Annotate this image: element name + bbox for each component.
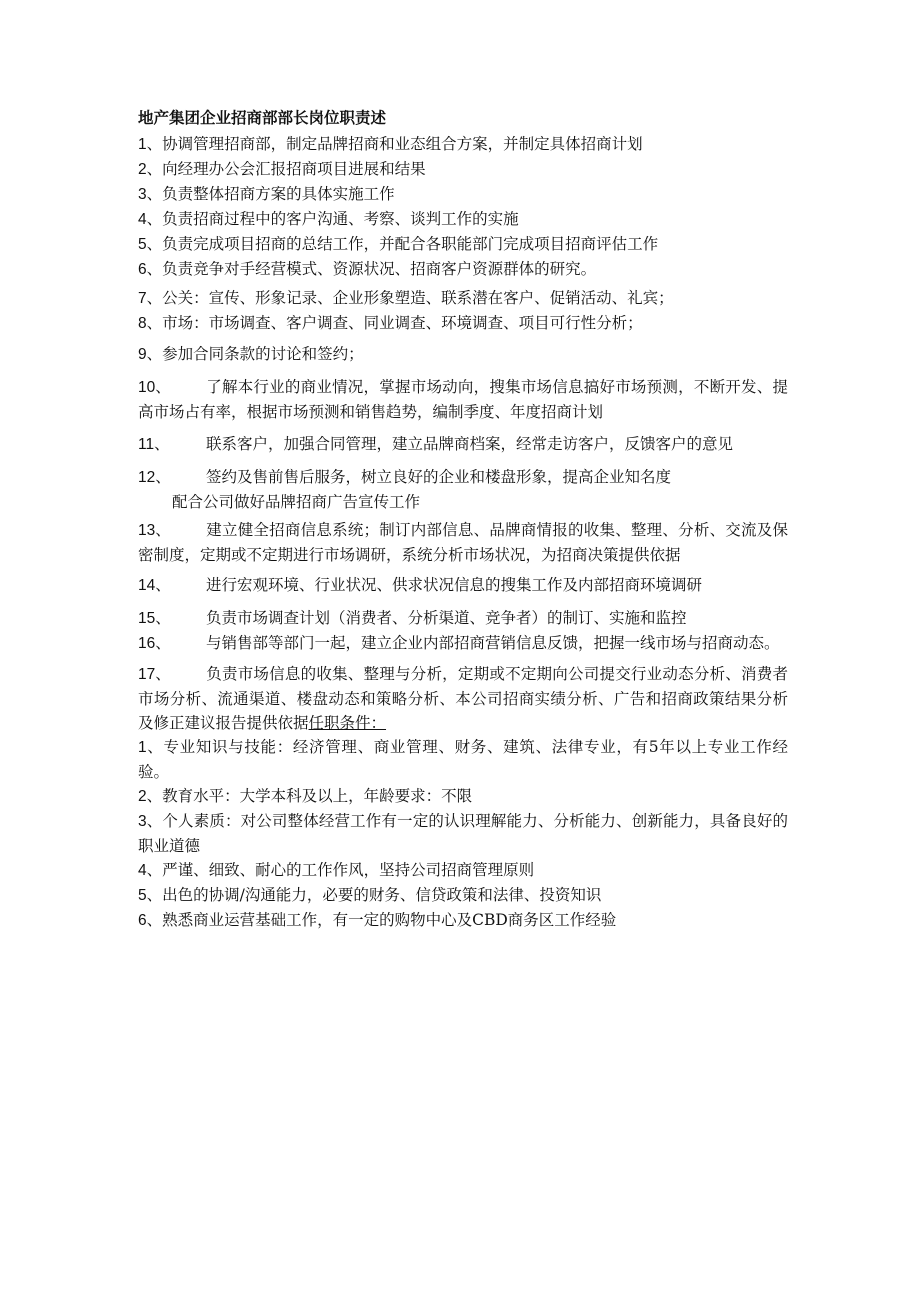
duty-item-12 bbox=[138, 465, 788, 490]
duty-text: 配合公司做好品牌招商广告宣传工作 bbox=[172, 493, 421, 511]
duty-item-2 bbox=[138, 157, 788, 182]
duty-item-8 bbox=[138, 311, 788, 336]
duty-item-1 bbox=[138, 132, 788, 157]
requirement-item-3 bbox=[138, 809, 788, 858]
duty-item-6 bbox=[138, 257, 788, 282]
duty-item-9 bbox=[138, 342, 788, 367]
requirement-number: 2、 bbox=[138, 788, 163, 805]
duty-number: 9、 bbox=[138, 346, 163, 363]
requirements-list bbox=[138, 735, 788, 933]
requirement-text: 熟悉商业运营基础工作，有一定的购物中心及CBD商务区工作经验 bbox=[162, 911, 617, 929]
duty-number: 6、 bbox=[138, 261, 163, 278]
duty-list-long bbox=[138, 375, 788, 735]
duty-item-5 bbox=[138, 232, 788, 257]
duty-text: 市场：市场调查、客户调查、同业调查、环境调查、项目可行性分析； bbox=[162, 314, 643, 332]
duty-number: 1、 bbox=[138, 136, 163, 153]
duty-number: 5、 bbox=[138, 236, 163, 253]
document-page bbox=[138, 106, 788, 933]
requirement-item-5 bbox=[138, 883, 788, 908]
requirement-number: 3、 bbox=[138, 813, 163, 830]
duty-number: 14、 bbox=[138, 577, 171, 594]
duty-item-3 bbox=[138, 182, 788, 207]
duty-item-10 bbox=[138, 375, 788, 424]
duty-item-11 bbox=[138, 432, 788, 457]
duty-item-13 bbox=[138, 518, 788, 567]
duty-item-7 bbox=[138, 286, 788, 311]
duty-text: 负责市场信息的收集、整理与分析，定期或不定期向公司提交行业动态分析、消费者市场分析、流通渠道、楼盘动态和策略分析、本公司招商实绩分析、广告和招商政策结果分析及修正建议报告提供依据 bbox=[138, 665, 788, 732]
requirement-text: 出色的协调/沟通能力，必要的财务、信贷政策和法律、投资知识 bbox=[162, 886, 602, 904]
duty-number: 11、 bbox=[138, 436, 170, 453]
duty-list-short bbox=[138, 132, 788, 367]
duty-item-12-continued bbox=[138, 490, 788, 514]
duty-text: 负责竞争对手经营模式、资源状况、招商客户资源群体的研究。 bbox=[162, 260, 597, 278]
duty-text: 了解本行业的商业情况，掌握市场动向，搜集市场信息搞好市场预测，不断开发、提高市场占有率，根据市场预测和销售趋势，编制季度、年度招商计划 bbox=[138, 378, 788, 421]
duty-text: 签约及售前售后服务，树立良好的企业和楼盘形象，提高企业知名度 bbox=[206, 468, 672, 486]
requirement-text: 专业知识与技能：经济管理、商业管理、财务、建筑、法律专业，有5年以上专业工作经验。 bbox=[138, 738, 788, 781]
duty-text: 与销售部等部门一起，建立企业内部招商营销信息反馈，把握一线市场与招商动态。 bbox=[206, 634, 780, 652]
duty-number: 3、 bbox=[138, 186, 163, 203]
document-title: 地产集团企业招商部部长岗位职责述 bbox=[138, 108, 387, 127]
requirement-number: 6、 bbox=[138, 912, 163, 929]
duty-number: 2、 bbox=[138, 161, 163, 178]
duty-number: 4、 bbox=[138, 211, 163, 228]
duty-number: 8、 bbox=[138, 315, 163, 332]
duty-item-4 bbox=[138, 207, 788, 232]
requirement-number: 4、 bbox=[138, 862, 163, 879]
duty-number: 13、 bbox=[138, 522, 171, 539]
duty-number: 10、 bbox=[138, 379, 171, 396]
requirement-item-1 bbox=[138, 735, 788, 784]
duty-item-16 bbox=[138, 631, 788, 656]
requirement-number: 1、 bbox=[138, 739, 164, 756]
duty-text: 向经理办公会汇报招商项目进展和结果 bbox=[162, 160, 426, 178]
duty-number: 12、 bbox=[138, 469, 171, 486]
duty-text: 负责招商过程中的客户沟通、考察、谈判工作的实施 bbox=[162, 210, 519, 228]
requirements-heading: 任职条件： bbox=[308, 714, 387, 732]
requirement-item-4 bbox=[138, 858, 788, 883]
duty-text: 建立健全招商信息系统；制订内部信息、品牌商情报的收集、整理、分析、交流及保密制度，定期或不定期进行市场调研，系统分析市场状况，为招商决策提供依据 bbox=[138, 521, 788, 564]
duty-item-14 bbox=[138, 573, 788, 598]
duty-text: 进行宏观环境、行业状况、供求状况信息的搜集工作及内部招商环境调研 bbox=[206, 576, 703, 594]
requirement-text: 教育水平：大学本科及以上，年龄要求：不限 bbox=[162, 787, 473, 805]
requirement-text: 个人素质：对公司整体经营工作有一定的认识理解能力、分析能力、创新能力，具备良好的职业道德 bbox=[138, 812, 788, 855]
requirement-number: 5、 bbox=[138, 887, 163, 904]
duty-text: 负责完成项目招商的总结工作，并配合各职能部门完成项目招商评估工作 bbox=[162, 235, 659, 253]
duty-text: 负责整体招商方案的具体实施工作 bbox=[162, 185, 395, 203]
duty-text: 参加合同条款的讨论和签约； bbox=[162, 345, 364, 363]
duty-item-17 bbox=[138, 662, 788, 735]
requirement-item-2 bbox=[138, 784, 788, 809]
duty-number: 17、 bbox=[138, 666, 171, 683]
requirement-item-6 bbox=[138, 908, 788, 933]
duty-text: 联系客户，加强合同管理，建立品牌商档案，经常走访客户，反馈客户的意见 bbox=[206, 435, 734, 453]
duty-text: 公关：宣传、形象记录、企业形象塑造、联系潜在客户、促销活动、礼宾； bbox=[162, 289, 674, 307]
duty-text: 负责市场调查计划（消费者、分析渠道、竞争者）的制订、实施和监控 bbox=[206, 609, 687, 627]
duty-number: 7、 bbox=[138, 290, 163, 307]
duty-number: 16、 bbox=[138, 635, 171, 652]
duty-text: 协调管理招商部，制定品牌招商和业态组合方案，并制定具体招商计划 bbox=[162, 135, 643, 153]
duty-number: 15、 bbox=[138, 610, 171, 627]
requirement-text: 严谨、细致、耐心的工作作风，坚持公司招商管理原则 bbox=[162, 861, 535, 879]
duty-item-15 bbox=[138, 606, 788, 631]
